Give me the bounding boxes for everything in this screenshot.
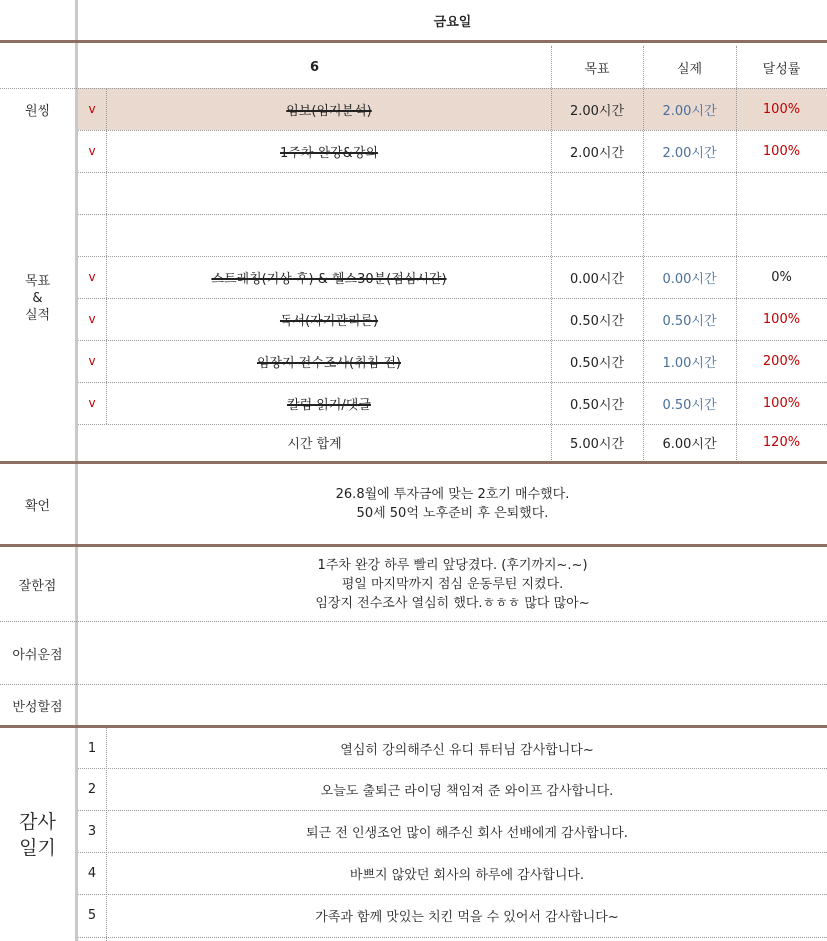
- good-point-line: 평일 마지막까지 점심 운동루틴 지켰다.: [341, 576, 564, 592]
- total-goal: 5.00시간: [569, 437, 625, 452]
- gratitude-number: 4: [87, 865, 97, 881]
- gratitude-text[interactable]: 오늘도 출퇴근 라이딩 책임져 준 와이프 감사합니다.: [320, 783, 614, 799]
- task-name[interactable]: 스트레칭(기상 후) & 헬스30분(점심시간): [211, 271, 447, 287]
- label-reflect: 반성할점: [12, 699, 63, 715]
- label-gratitude-line2: 일기: [19, 836, 56, 859]
- label-regret: 아쉬운점: [12, 647, 63, 663]
- gratitude-text[interactable]: 퇴근 전 인생조언 많이 해주신 회사 선배에게 감사합니다.: [306, 825, 628, 841]
- task-actual[interactable]: 0.50시간: [662, 397, 717, 413]
- label-affirmation: 확언: [24, 498, 51, 514]
- task-check-mark[interactable]: v: [88, 144, 96, 158]
- task-rate: 100%: [762, 395, 801, 411]
- task-check-mark[interactable]: [78, 214, 106, 256]
- total-label: 시간 합계: [287, 437, 342, 452]
- title-bottom-border: [0, 40, 827, 43]
- regret-text[interactable]: [78, 622, 827, 684]
- task-name[interactable]: 1주차 완강&강의: [280, 145, 378, 161]
- task-rate: 100%: [762, 311, 801, 327]
- label-goals-results: [0, 256, 75, 340]
- task-check-mark[interactable]: v: [88, 312, 96, 326]
- total-rate: 120%: [762, 435, 801, 450]
- gratitude-number: 1: [87, 740, 97, 756]
- task-rate: [736, 214, 827, 256]
- task-check-mark[interactable]: [78, 172, 106, 214]
- task-name[interactable]: 칼럼 읽기/댓글: [287, 397, 371, 413]
- label-gratitude-line1: 감사: [19, 810, 56, 833]
- label-goals-line1: 목표: [24, 273, 51, 289]
- task-check-mark[interactable]: v: [88, 396, 96, 410]
- task-name[interactable]: 임보(임지분석): [286, 103, 372, 119]
- task-goal[interactable]: 0.50시간: [569, 397, 625, 413]
- reflect-text[interactable]: [78, 685, 827, 725]
- label-good-points: 잘한점: [18, 578, 57, 594]
- gratitude-number: 5: [87, 908, 97, 923]
- gratitude-text[interactable]: 바쁘지 않았던 회사의 하루에 감사합니다.: [349, 867, 585, 883]
- gratitude-text[interactable]: 열심히 강의해주신 유디 튜터님 감사합니다~: [340, 742, 594, 758]
- task-goal[interactable]: 0.50시간: [569, 313, 625, 329]
- day-title: 금요일: [433, 14, 472, 30]
- task-rate: [736, 172, 827, 214]
- task-check-mark[interactable]: v: [88, 102, 96, 116]
- task-actual[interactable]: [643, 214, 736, 256]
- good-point-line: 1주차 완강 하루 빨리 앞당겼다. (후기까지~.~): [317, 557, 588, 573]
- affirmation-line: 26.8월에 투자금에 맞는 2호기 매수했다.: [335, 487, 570, 502]
- header-rate: 달성률: [762, 61, 801, 77]
- label-goals-line3: 실적: [24, 307, 51, 323]
- task-goal[interactable]: [551, 172, 643, 214]
- task-rate: 100%: [762, 101, 801, 117]
- good-point-line: 임장지 전수조사 열심히 했다.ㅎㅎㅎ 많다 많아~: [315, 595, 590, 611]
- task-actual[interactable]: [643, 172, 736, 214]
- task-name[interactable]: 독서(자기관리론): [279, 313, 379, 329]
- task-actual[interactable]: 2.00시간: [662, 145, 717, 161]
- row-line: [78, 937, 827, 938]
- good-points-text[interactable]: [78, 547, 827, 621]
- task-rate: 200%: [762, 353, 801, 369]
- task-goal[interactable]: 0.50시간: [569, 355, 625, 371]
- gratitude-text[interactable]: 가족과 함께 맛있는 치킨 먹을 수 있어서 감사합니다~: [315, 910, 619, 925]
- task-rate: 0%: [771, 269, 792, 285]
- affirmation-line: 50세 50억 노후준비 후 은퇴했다.: [356, 506, 549, 521]
- task-name[interactable]: [107, 214, 551, 256]
- gratitude-number: 2: [87, 781, 97, 797]
- header-date: 6: [309, 59, 320, 75]
- task-check-mark[interactable]: v: [88, 270, 96, 284]
- label-goals-line2: &: [32, 290, 43, 306]
- task-goal[interactable]: 2.00시간: [569, 103, 625, 119]
- task-goal[interactable]: 0.00시간: [569, 271, 625, 287]
- gratitude-number: 3: [87, 823, 97, 839]
- header-goal: 목표: [584, 61, 610, 77]
- task-name[interactable]: 임장지 전수조사(취침 전): [257, 355, 401, 371]
- task-actual[interactable]: 2.00시간: [662, 103, 717, 119]
- label-wonssing: 원씽: [24, 103, 51, 119]
- task-actual[interactable]: 0.00시간: [662, 271, 717, 287]
- task-rate: 100%: [762, 143, 801, 159]
- task-check-mark[interactable]: v: [88, 354, 96, 368]
- task-actual[interactable]: 0.50시간: [662, 313, 717, 329]
- affirmation-text[interactable]: [78, 464, 827, 544]
- total-actual: 6.00시간: [662, 437, 717, 452]
- task-name[interactable]: [107, 172, 551, 214]
- header-actual: 실제: [676, 61, 703, 77]
- label-gratitude-diary: [0, 728, 75, 941]
- task-goal[interactable]: 2.00시간: [569, 145, 625, 161]
- task-goal[interactable]: [551, 214, 643, 256]
- task-actual[interactable]: 1.00시간: [662, 355, 717, 371]
